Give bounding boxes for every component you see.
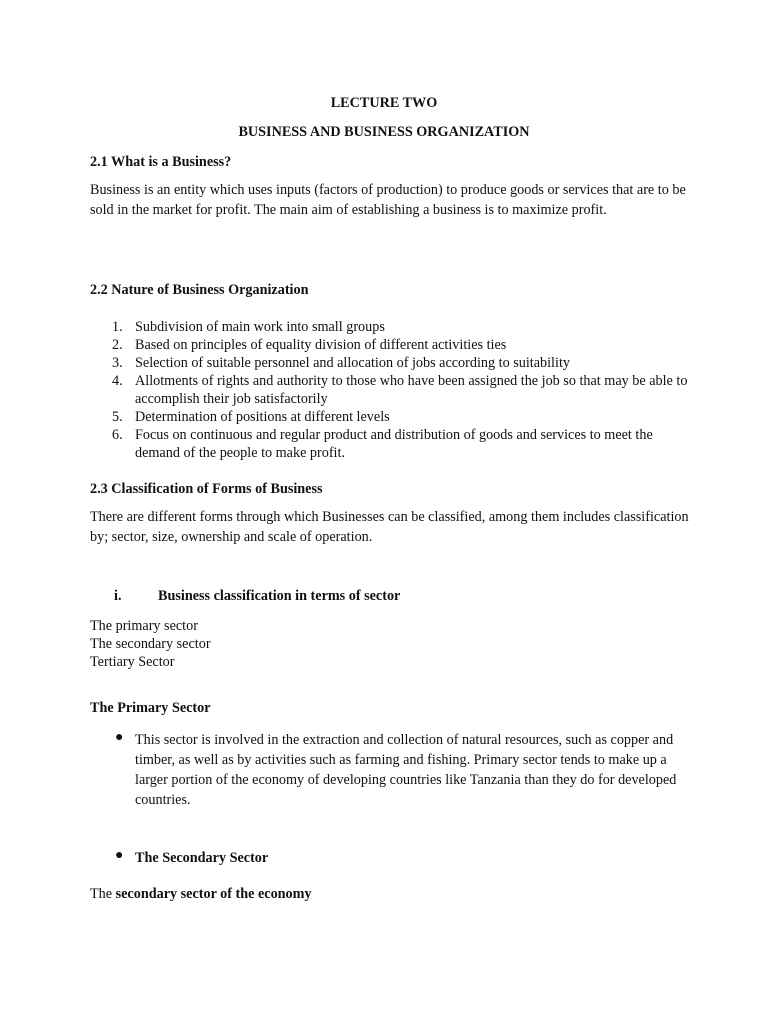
primary-sector-heading: The Primary Sector (90, 700, 211, 716)
bullet-icon: ● (115, 848, 124, 863)
sector-list (90, 617, 211, 671)
secondary-sector-line (90, 884, 690, 904)
secondary-sector-line-bold: secondary sector of the economy (115, 886, 312, 902)
section-2-1-paragraph: Business is an entity which uses inputs (factors of production) to produce goods or services that are to be sold in the market for profit. The main aim of establishing a business is to maximize profit. (90, 182, 686, 218)
list-item: 4. Allotments of rights and authority to those who have been assigned the job so that may be able to accomplish their job satisfactorily (112, 373, 688, 407)
bullet-icon: ● (115, 730, 124, 745)
section-2-3-paragraph: There are different forms through which Businesses can be classified, among them includes classification by; sector, size, ownership and scale of operation. (90, 509, 689, 545)
list-item: 2. Based on principles of equality division of different activities ties (112, 337, 507, 353)
section-2-1-heading: 2.1 What is a Business? (90, 154, 232, 170)
primary-sector-description: This sector is involved in the extraction and collection of natural resources, such as copper and timber, as well as by activities such as farming and fishing. Primary sector tends to make up a larger portion of the economy of developing countries like Tanzania than they do for developed countries. (135, 732, 677, 808)
secondary-sector-bullet (90, 848, 690, 868)
secondary-sector-heading: The Secondary Sector (135, 850, 269, 866)
section-2-3-heading: 2.3 Classification of Forms of Business (90, 481, 323, 497)
lecture-title: LECTURE TWO (330, 95, 438, 111)
list-item: The secondary sector (90, 636, 211, 652)
primary-sector-bullet (90, 730, 690, 810)
sector-classification-title: Business classification in terms of sector (158, 588, 401, 604)
list-item: 6. Focus on continuous and regular product and distribution of goods and services to meet the demand of the people to make profit. (112, 427, 653, 461)
roman-numeral: i. (114, 588, 122, 604)
list-item: 1. Subdivision of main work into small groups (112, 319, 385, 335)
main-title: BUSINESS AND BUSINESS ORGANIZATION (238, 124, 530, 140)
section-2-2-heading: 2.2 Nature of Business Organization (90, 282, 309, 298)
list-item: The primary sector (90, 618, 198, 634)
list-item: Tertiary Sector (90, 654, 175, 670)
list-item: 3. Selection of suitable personnel and allocation of jobs according to suitability (112, 355, 570, 371)
nature-list (90, 318, 690, 462)
list-item: 5. Determination of positions at different levels (112, 409, 390, 425)
sector-classification-heading (90, 588, 690, 608)
secondary-sector-line-prefix: The (90, 886, 116, 902)
